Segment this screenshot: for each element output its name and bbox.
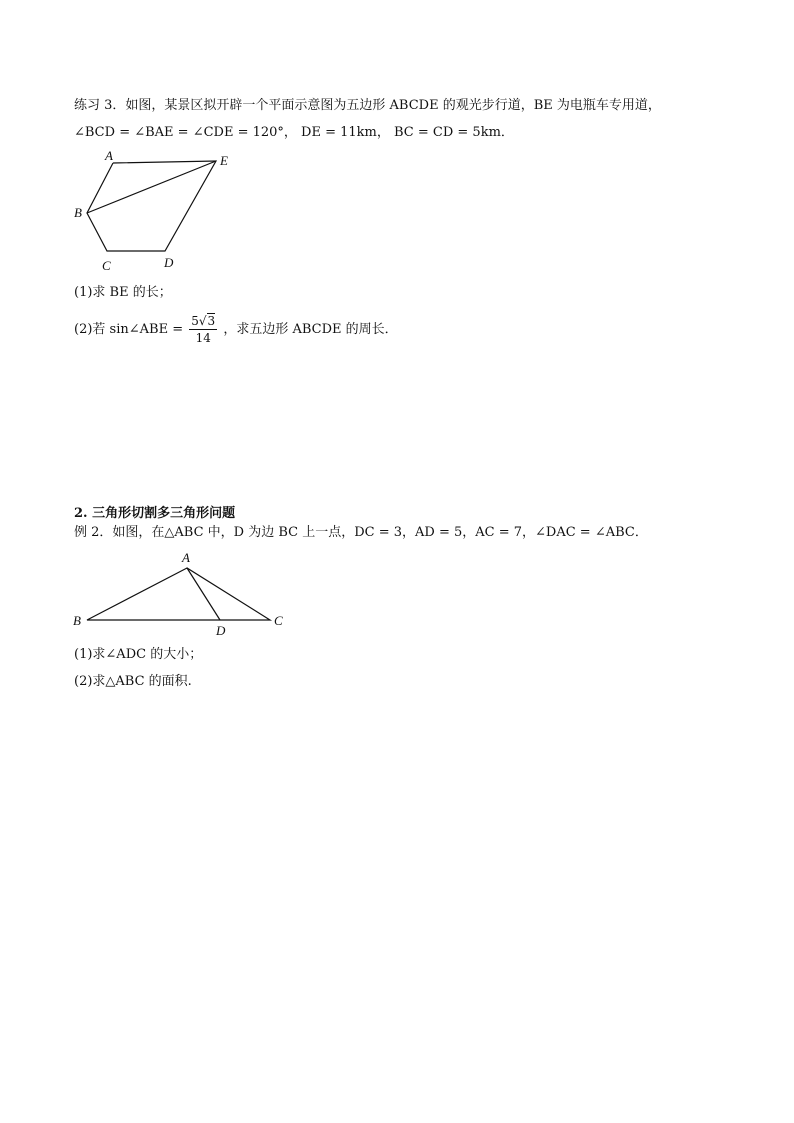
exercise3-question1: (1)求 BE 的长； <box>74 285 172 300</box>
label-B: B <box>74 205 82 220</box>
fraction-numerator-radicand: 3 <box>207 314 216 328</box>
triangle-figure <box>70 548 295 640</box>
example2-question1: (1)求∠ADC 的大小； <box>74 647 203 662</box>
exercise3-statement-line1: 练习 3．如图，某景区拟开辟一个平面示意图为五边形 ABCDE 的观光步行道，BE 为电瓶车专用道， <box>74 98 661 113</box>
pentagon-outline <box>87 161 216 251</box>
pentagon-figure <box>70 148 250 276</box>
section2-heading: 2. 三角形切割多三角形问题 <box>74 506 236 521</box>
question2-prefix: (2)若 sin∠ABE = <box>74 322 184 337</box>
example2-statement: 例 2．如图，在△ABC 中，D 为边 BC 上一点，DC = 3，AD = 5，AC = 7，∠DAC = ∠ABC． <box>74 525 648 540</box>
exercise3-question2 <box>74 313 398 347</box>
segment-BE <box>87 161 216 213</box>
label-E: E <box>220 153 228 168</box>
label-C: C <box>102 258 111 273</box>
label-B: B <box>73 613 81 628</box>
label-D: D <box>216 623 226 638</box>
label-A: A <box>182 550 190 565</box>
segment-AD <box>187 568 220 620</box>
question2-suffix: ，求五边形 ABCDE 的周长． <box>223 322 398 337</box>
exercise3-statement-line2: ∠BCD = ∠BAE = ∠CDE = 120°， DE = 11km， BC = CD = 5km． <box>74 125 514 140</box>
label-D: D <box>164 255 174 270</box>
triangle-ABC <box>87 568 270 620</box>
fraction-5sqrt3-over-14: $\frac{5√3}{14}$ <box>191 314 216 345</box>
label-C: C <box>274 613 283 628</box>
example2-question2: (2)求△ABC 的面积. <box>74 674 192 689</box>
fraction-denominator: 14 <box>195 331 211 345</box>
fraction-numerator-coefficient: 5 <box>191 314 199 328</box>
label-A: A <box>105 148 113 163</box>
